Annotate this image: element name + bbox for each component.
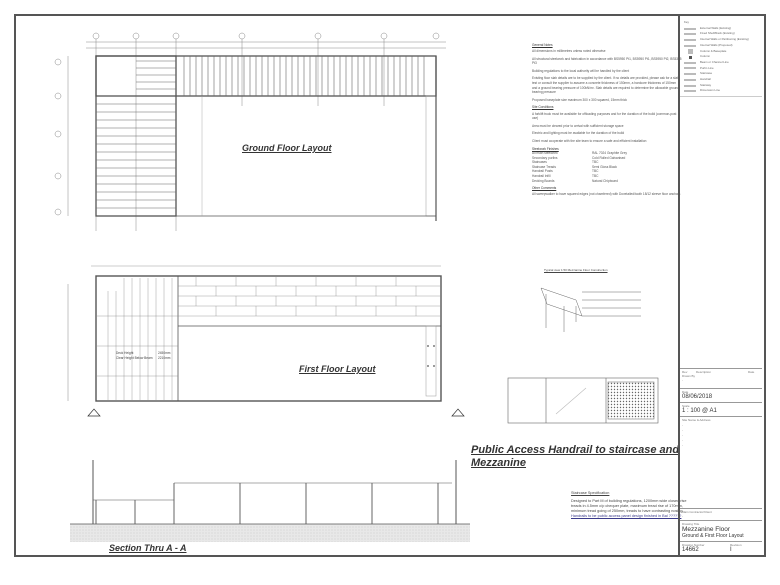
first-floor-plan	[68, 266, 464, 416]
drawing-sheet	[14, 14, 766, 557]
handrail-elevation	[508, 378, 658, 423]
handrail-title: Public Access Handrail to staircase and Mezzanine	[471, 444, 680, 469]
revision-table: Rev Description Date Drawn By -	[680, 368, 762, 383]
drawing-area	[16, 16, 687, 555]
site-address-field: Site Name & Address - - - - -	[680, 416, 762, 480]
finishes-table: All main steelwork RAL 7024 Graphite Grey Secondary purlins Cold Rolled Galvanised Staircases TBC Staircase Treads Semi Gloss Black Handrail Posts TBC Handrail Infill TBC Decking Boards Natural Chipboard	[532, 151, 627, 183]
detail-callout: Typical view 1:50 Mezzanine Floor Construction	[544, 268, 608, 272]
key-legend: Key External Walls (Existing) Fixed Shelf/Rack (Existing) Internal Walls or Partitioning (Existing) Internal Walls (Proposed) Column & Baseplate Column Beam or Channel Line Purlin Line Staircase Handrail Stairway Dimension Line	[684, 20, 749, 93]
section-title: Section Thru A - A	[109, 543, 187, 553]
mezzanine-construction-detail	[541, 288, 641, 332]
contractor-field: Main Contractor/Client -	[680, 508, 762, 519]
scale-field: Scale 1 : 100 @ A1	[680, 402, 762, 415]
ground-floor-title: Ground Floor Layout	[242, 143, 332, 153]
ground-floor-plan	[55, 33, 446, 231]
drawing-title-field: Drawing Title Mezzanine Floor Ground & First Floor Layout	[680, 520, 762, 540]
first-floor-height-notes: Deck Height 2450mm Clear Height Below Beam 2210mm	[116, 351, 171, 360]
staircase-specification: Staircase Specification Designed to Part M of building regulations, 1200mm wide closed rise treads in 4.5mm c/p chequer plate, maximum tread rise of 170mm, minimum tread going of 250mm, treads to have contrasting nosing. Handrails to be public access panel design finished in Bal ??????	[571, 491, 687, 518]
date-field: Date 08/06/2018	[680, 388, 762, 401]
key-divider	[680, 96, 762, 97]
general-notes-panel: General Notes All dimensions in millimetres unless noted otherwise All structural steelwork and fabrication in accordance with BS5950 Pt1, BS5950 Pt1, BS5950 Pt2, BS5395 Pt3 Building regulations to the local authority will be handled by the client Existing floor slab details are to be supplied by the client. If no details are provided, please ask for a slab test or consult the supplier to assume a concrete thickness of 150mm, a hardcore thickness of 150mm and a ground bearing pressure of 100kN/m². Slab details are required to determine the allowable ground bearing pressure Proposed baseplate size maximum 300 x 300 squared, 15mm thick Site Conditions A forklift truck must be available for offloading purposes and for the duration of the build (common-post use) Area must be cleared prior to arrival with sufficient storage space Electric and lighting must be available for the duration of the build Client must cooperate with the site team to ensure a safe and efficient installation Steelwork Finishes All main steelwork RAL 7024 Graphite Grey Secondary purlins Cold Rolled Galvanised Staircases TBC Staircase Treads Semi Gloss Black Handrail Posts TBC Handrail Infill TBC Decking Boards Natural Chipboard Other Comments All sweepwalker to have squared edges (not chamfered) with Dovetailed/tooth 18/12 sleeve floor anchors	[532, 43, 682, 197]
first-floor-title: First Floor Layout	[299, 364, 376, 374]
section-a-a	[70, 460, 470, 542]
title-block	[678, 16, 764, 555]
drawing-number-field: Drawing Number Revision 14662 I	[680, 541, 762, 554]
